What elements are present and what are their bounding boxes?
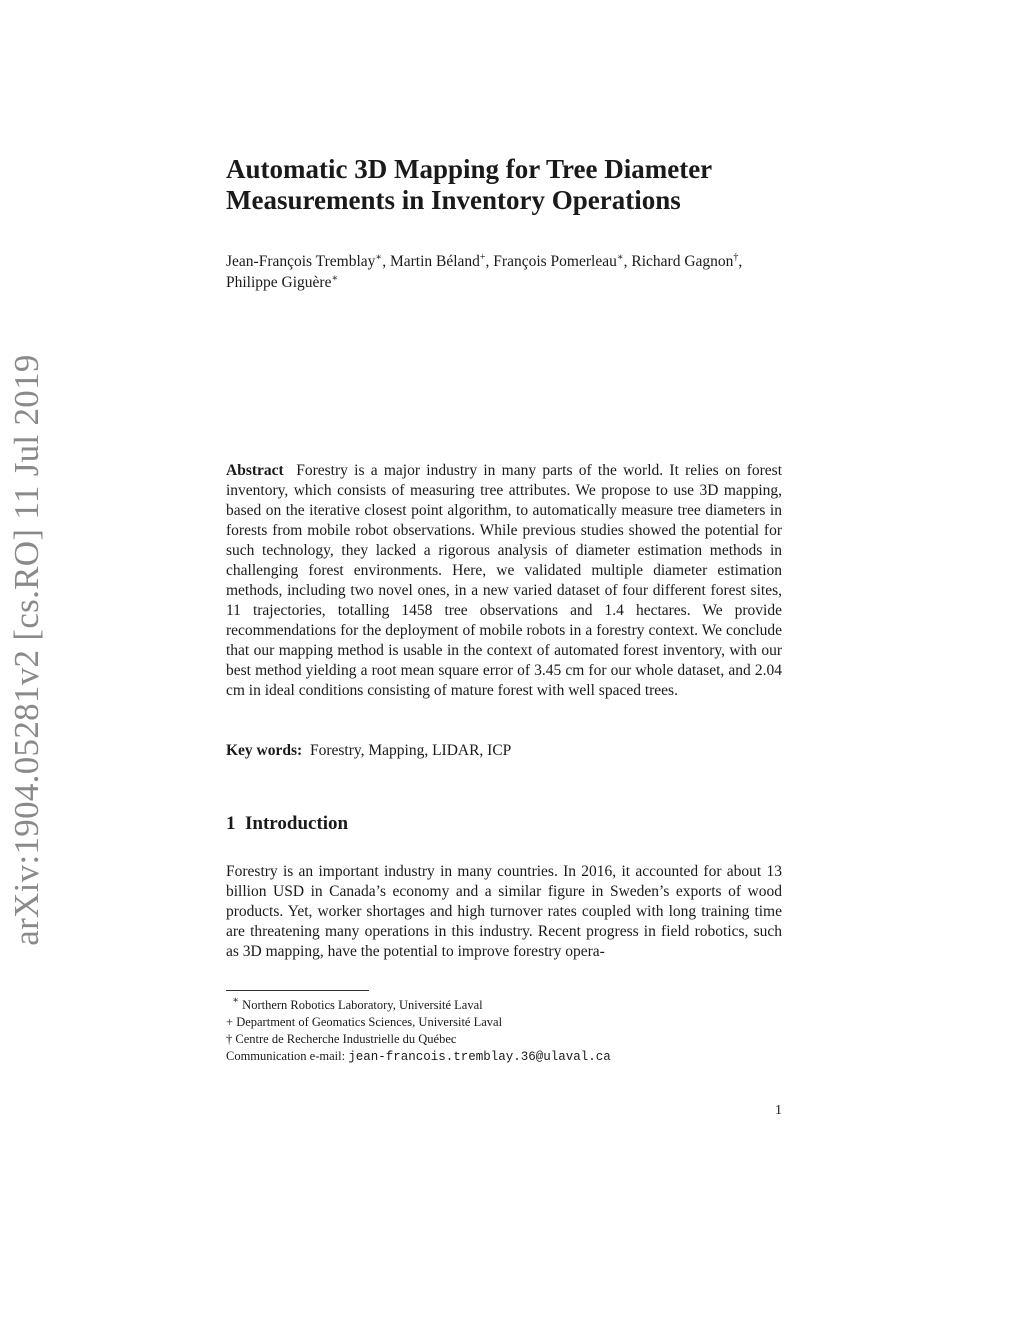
page-number: 1 [775,1103,782,1118]
author-name: Richard Gagnon [631,253,734,270]
affiliation-mark: ∗ [375,252,383,263]
contact-line [226,1048,782,1066]
author-name: Philippe Giguère [226,274,332,291]
affiliation-mark: † [733,252,739,263]
footnote-text: Centre de Recherche Industrielle du Québec [235,1032,457,1046]
affiliation-mark: + [479,252,486,263]
author-name: Jean-François Tremblay [226,253,376,270]
contact-email: jean-francois.tremblay.36@ulaval.ca [348,1050,611,1064]
footnote-mark: + [226,1015,234,1029]
footnote-mark: † [226,1032,233,1046]
keywords-label: Key words: [226,742,303,759]
footnote [226,1031,782,1048]
author-name: Martin Béland [389,253,480,270]
section-heading [226,812,782,836]
contact-label: Communication e-mail: [226,1049,346,1063]
section-number: 1 [226,813,236,834]
footnote-mark: ∗ [232,995,240,1006]
affiliation-mark: ∗ [331,273,339,284]
footnote-text: Northern Robotics Laboratory, Université Laval [242,998,483,1012]
footnote [226,1014,782,1031]
author-list: Jean-François Tremblay∗, Martin Béland+, François Pomerleau∗, Richard Gagnon†, Philippe Giguère∗ [226,252,743,291]
affiliation-mark: ∗ [616,252,624,263]
author-name: François Pomerleau [493,253,617,270]
arxiv-identifier-stamp: arXiv:1904.05281v2 [cs.RO] 11 Jul 2019 [7,354,46,946]
footnote-rule [226,990,369,991]
keywords-text: Forestry, Mapping, LIDAR, ICP [309,742,512,759]
footnote [226,997,782,1014]
keywords [226,741,782,761]
paper-title: Automatic 3D Mapping for Tree Diameter Measurements in Inventory Operations [226,154,712,215]
section-title: Introduction [245,813,349,834]
abstract-text: Forestry is a major industry in many parts of the world. It relies on forest inventory, which consists of measuring tree attributes. We propose to use 3D mapping, based on the iterative closest point algorithm, to automatically measure tree diameters in forests from mobile robot observations. While previous studies showed the potential for such technology, they lacked a rigorous analysis of diameter estimation methods in challenging forest environments. Here, we validated multiple diameter estimation methods, including two novel ones, in a new varied dataset of four different forest sites, 11 trajectories, totalling 1458 tree observations and 1.4 hectares. We provide recommendations for the deployment of mobile robots in a forestry context. We conclude that our mapping method is usable in the context of automated forest inventory, with our best method yielding a root mean square error of 3.45 cm for our whole dataset, and 2.04 cm in ideal conditions consisting of mature forest with well spaced trees. [226,462,783,699]
abstract [226,461,782,701]
footnotes [226,997,782,1066]
introduction-paragraph: Forestry is an important industry in many countries. In 2016, it accounted for about 13 billion USD in Canada’s economy and a similar figure in Sweden’s exports of wood products. Yet, worker shortages and high turnover rates coupled with long training time are threatening many operations in this industry. Recent progress in field robotics, such as 3D mapping, have the potential to improve forestry opera- [226,863,782,960]
footnote-text: Department of Geomatics Sciences, Université Laval [236,1015,503,1029]
abstract-label: Abstract [226,462,284,479]
